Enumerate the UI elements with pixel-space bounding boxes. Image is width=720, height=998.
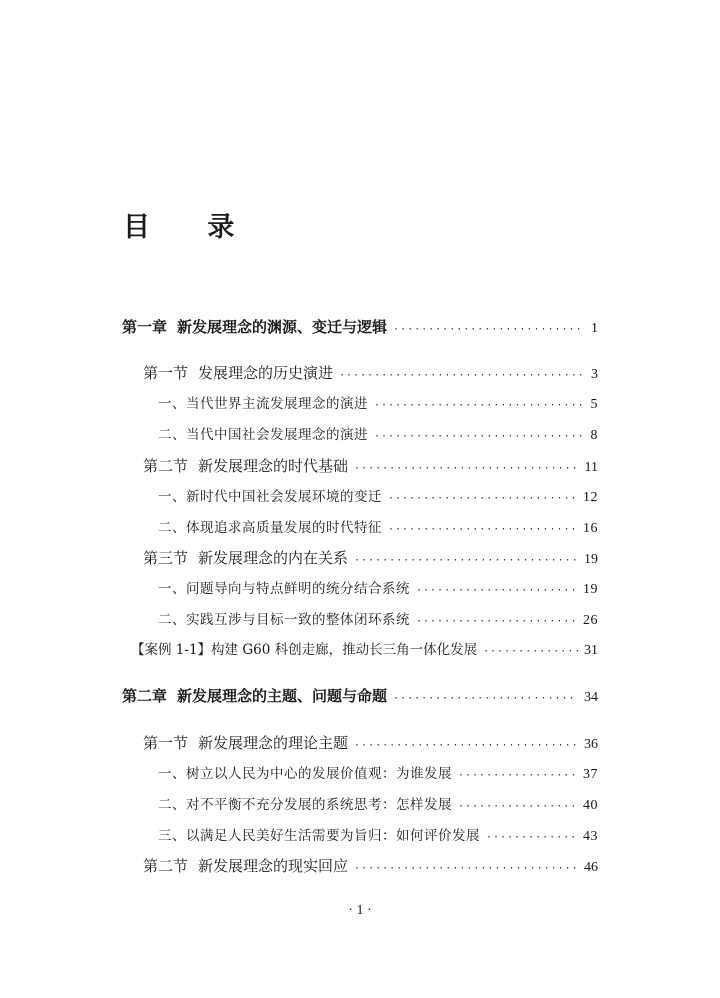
toc-entry-number: 第一节 xyxy=(143,734,189,752)
toc-leader-dots xyxy=(486,826,577,850)
toc-entry-number: 第二章 xyxy=(122,687,168,705)
toc-entry-title: 三、以满足人民美好生活需要为旨归：如何评价发展 xyxy=(158,828,480,844)
toc-entry-number: 第一章 xyxy=(122,318,168,336)
toc-entry-page: 37 xyxy=(583,767,598,782)
toc-entry-number: 第一节 xyxy=(143,364,189,382)
toc-leader-dots xyxy=(354,549,578,573)
toc-entry-subsection[interactable] xyxy=(158,793,598,817)
toc-entry-subsection[interactable] xyxy=(158,392,598,416)
toc-entry-page: 31 xyxy=(584,643,598,658)
toc-entry-title: 新发展理念的理论主题 xyxy=(198,734,349,752)
toc-entry-chapter-1[interactable] xyxy=(122,315,598,339)
toc-entry-page: 43 xyxy=(583,829,598,844)
toc-entry-title: 【案例 1-1】构建 G60 科创走廊，推动长三角一体化发展 xyxy=(131,642,478,658)
toc-entry-page: 26 xyxy=(583,613,598,628)
toc-leader-dots xyxy=(354,457,578,481)
toc-entry-subsection[interactable] xyxy=(158,423,598,447)
toc-entry-page: 8 xyxy=(590,428,598,443)
toc-leader-dots xyxy=(458,795,577,819)
toc-entry-page: 34 xyxy=(584,690,598,705)
toc-entry-subsection[interactable] xyxy=(158,762,598,786)
toc-entry-title: 新发展理念的时代基础 xyxy=(198,457,349,475)
toc-entry-subsection[interactable] xyxy=(158,608,598,632)
toc-leader-dots xyxy=(339,364,582,388)
toc-leader-dots xyxy=(354,734,578,758)
toc-leader-dots xyxy=(483,640,578,664)
page-title: 目 录 xyxy=(123,212,259,243)
toc-entry-page: 36 xyxy=(584,737,598,752)
toc-entry-page: 19 xyxy=(583,582,598,597)
toc-entry-subsection[interactable] xyxy=(158,577,598,601)
toc-entry-page: 5 xyxy=(590,397,598,412)
page-number: · 1 · xyxy=(348,903,372,918)
toc-entry-subsection[interactable] xyxy=(158,485,598,509)
toc-entry-page: 1 xyxy=(591,321,598,336)
toc-entry-title: 新发展理念的渊源、变迁与逻辑 xyxy=(177,318,388,336)
toc-entry-section[interactable] xyxy=(143,546,598,570)
toc-entry-page: 40 xyxy=(583,798,598,813)
toc-entry-title: 二、实践互涉与目标一致的整体闭环系统 xyxy=(158,612,410,628)
toc-entry-case[interactable] xyxy=(131,638,598,662)
toc-leader-dots xyxy=(388,518,577,542)
toc-entry-title: 一、问题导向与特点鲜明的统分结合系统 xyxy=(158,581,410,597)
toc-entry-chapter-2[interactable] xyxy=(122,684,598,708)
toc-entry-title: 新发展理念的现实回应 xyxy=(198,857,349,875)
toc-entry-title: 发展理念的历史演进 xyxy=(198,364,334,382)
toc-entry-page: 3 xyxy=(591,367,598,382)
toc-leader-dots xyxy=(374,425,582,449)
toc-entry-page: 11 xyxy=(584,460,598,475)
toc-entry-number: 第二节 xyxy=(143,457,189,475)
toc-entry-section[interactable] xyxy=(143,854,598,878)
toc-leader-dots xyxy=(458,764,577,788)
toc-entry-title: 一、新时代中国社会发展环境的变迁 xyxy=(158,489,382,505)
toc-leader-dots xyxy=(388,487,577,511)
toc-entry-subsection[interactable] xyxy=(158,516,598,540)
toc-entry-title: 二、体现追求高质量发展的时代特征 xyxy=(158,520,382,536)
toc-entry-page: 12 xyxy=(583,490,598,505)
toc-entry-number: 第二节 xyxy=(143,857,189,875)
toc-leader-dots xyxy=(393,687,578,711)
toc-entry-page: 46 xyxy=(584,860,598,875)
toc-entry-page: 19 xyxy=(584,552,598,567)
toc-entry-subsection[interactable] xyxy=(158,824,598,848)
toc-entry-number: 第三节 xyxy=(143,549,189,567)
toc-entry-title: 二、当代中国社会发展理念的演进 xyxy=(158,427,368,443)
toc-entry-page: 16 xyxy=(583,521,598,536)
toc-leader-dots xyxy=(354,857,578,881)
toc-entry-title: 二、对不平衡不充分发展的系统思考：怎样发展 xyxy=(158,797,452,813)
toc-entry-section[interactable] xyxy=(143,454,598,478)
toc-leader-dots xyxy=(393,318,582,342)
toc-entry-title: 新发展理念的主题、问题与命题 xyxy=(177,687,388,705)
toc-entry-title: 一、树立以人民为中心的发展价值观：为谁发展 xyxy=(158,766,452,782)
toc-leader-dots xyxy=(374,394,582,418)
toc-entry-title: 新发展理念的内在关系 xyxy=(198,549,349,567)
toc-entry-title: 一、当代世界主流发展理念的演进 xyxy=(158,396,368,412)
toc-entry-section[interactable] xyxy=(143,361,598,385)
toc-leader-dots xyxy=(416,610,577,634)
toc-entry-section[interactable] xyxy=(143,731,598,755)
toc-leader-dots xyxy=(416,579,577,603)
